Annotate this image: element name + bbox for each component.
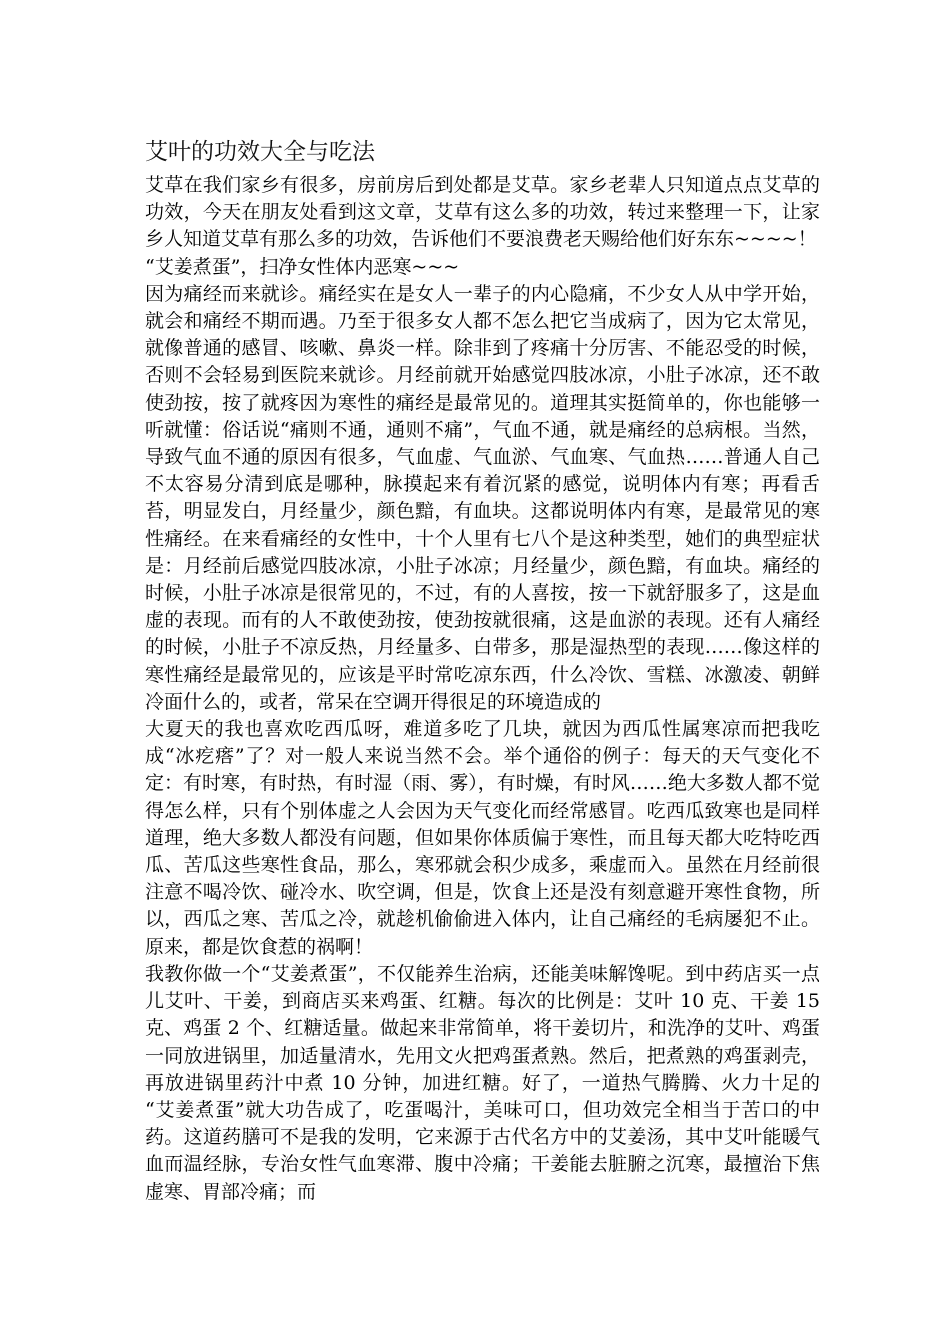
paragraph-subheading: “艾姜煮蛋”，扫净女性体内恶寒~~~ (145, 255, 460, 278)
paragraph-watermelon: 大夏天的我也喜欢吃西瓜呀，难道多吃了几块，就因为西瓜性属寒凉而把我吃成“冰疙瘩”了？对一般人来说当然不会。举个通俗的例子：每天的天气变化不定：有时寒，有时热，有时湿（雨、雾），有时燥，有时风……绝大多数人都不觉得怎么样，只有个别体虚之人会因为天气变化而经常感冒。吃西瓜致寒也是同样道理，绝大多数人都没有问题，但如果你体质偏于寒性，而且每天都大吃特吃西瓜、苦瓜这些寒性食品，那么，寒邪就会积少成多，乘虚而入。虽然在月经前很注意不喝冷饮、碰冷水、吹空调，但是，饮食上还是没有刻意避开寒性食物，所以，西瓜之寒、苦瓜之冷，就趁机偷偷进入体内，让自己痛经的毛病屡犯不止。原来，都是饮食惹的祸啊！ (145, 718, 820, 958)
paragraph-dysmenorrhea: 因为痛经而来就诊。痛经实在是女人一辈子的内心隐痛，不少女人从中学开始，就会和痛经不期而遇。乃至于很多女人都不怎么把它当成病了，因为它太常见，就像普通的感冒、咳嗽、鼻炎一样。除非到了疼痛十分厉害、不能忍受的时候，否则不会轻易到医院来就诊。月经前就开始感觉四肢冰凉，小肚子冰凉，还不敢使劲按，按了就疼因为寒性的痛经是最常见的。道理其实挺简单的，你也能够一听就懂：俗话说“痛则不通，通则不痛”，气血不通，就是痛经的总病根。当然，导致气血不通的原因有很多，气血虚、气血淤、气血寒、气血热……普通人自己不太容易分清到底是哪种，脉摸起来有着沉紧的感觉，说明体内有寒；再看舌苔，明显发白，月经量少，颜色黯，有血块。这都说明体内有寒，是最常见的寒性痛经。在来看痛经的女性中，十个人里有七八个是这种类型，她们的典型症状是：月经前后感觉四肢冰凉，小肚子冰凉；月经量少，颜色黯，有血块。痛经的时候，小肚子冰凉是很常见的，不过，有的人喜按，按一下就舒服多了，这是血虚的表现。而有的人不敢使劲按，使劲按就很痛，这是血淤的表现。还有人痛经的时候，小肚子不凉反热，月经量多、白带多，那是湿热型的表现……像这样的寒性痛经是最常见的，应该是平时常吃凉东西，什么冷饮、雪糕、冰激凌、朝鲜冷面什么的，或者，常呆在空调开得很足的环境造成的 (145, 282, 820, 713)
paragraph-recipe: 我教你做一个“艾姜煮蛋”，不仅能养生治病，还能美味解馋呢。到中药店买一点儿艾叶、干姜，到商店买来鸡蛋、红糖。每次的比例是：艾叶 10 克、干姜 15 克、鸡蛋 2 个、红糖适量。做起来非常简单，将干姜切片，和洗净的艾叶、鸡蛋一同放进锅里，加适量清水，先用文火把鸡蛋煮熟。然后，把煮熟的鸡蛋剥壳，再放进锅里药汁中煮 10 分钟，加进红糖。好了，一道热气腾腾、火力十足的 “艾姜煮蛋”就大功告成了，吃蛋喝汁，美味可口，但功效完全相当于苦口的中药。这道药膳可不是我的发明，它来源于古代名方中的艾姜汤，其中艾叶能暖气血而温经脉，专治女性气血寒滞、腹中冷痛；干姜能去脏腑之沉寒，最擅治下焦虚寒、胃部冷痛；而 (145, 962, 820, 1203)
paragraph-intro: 艾草在我们家乡有很多，房前房后到处都是艾草。家乡老辈人只知道点点艾草的功效，今天在朋友处看到这文章，艾草有这么多的功效，转过来整理一下，让家乡人知道艾草有那么多的功效，告诉他们不要浪费老天赐给他们好东东~~~~！ (145, 174, 820, 251)
document-body (145, 172, 820, 1206)
document-title: 艾叶的功效大全与吃法 (145, 139, 375, 165)
